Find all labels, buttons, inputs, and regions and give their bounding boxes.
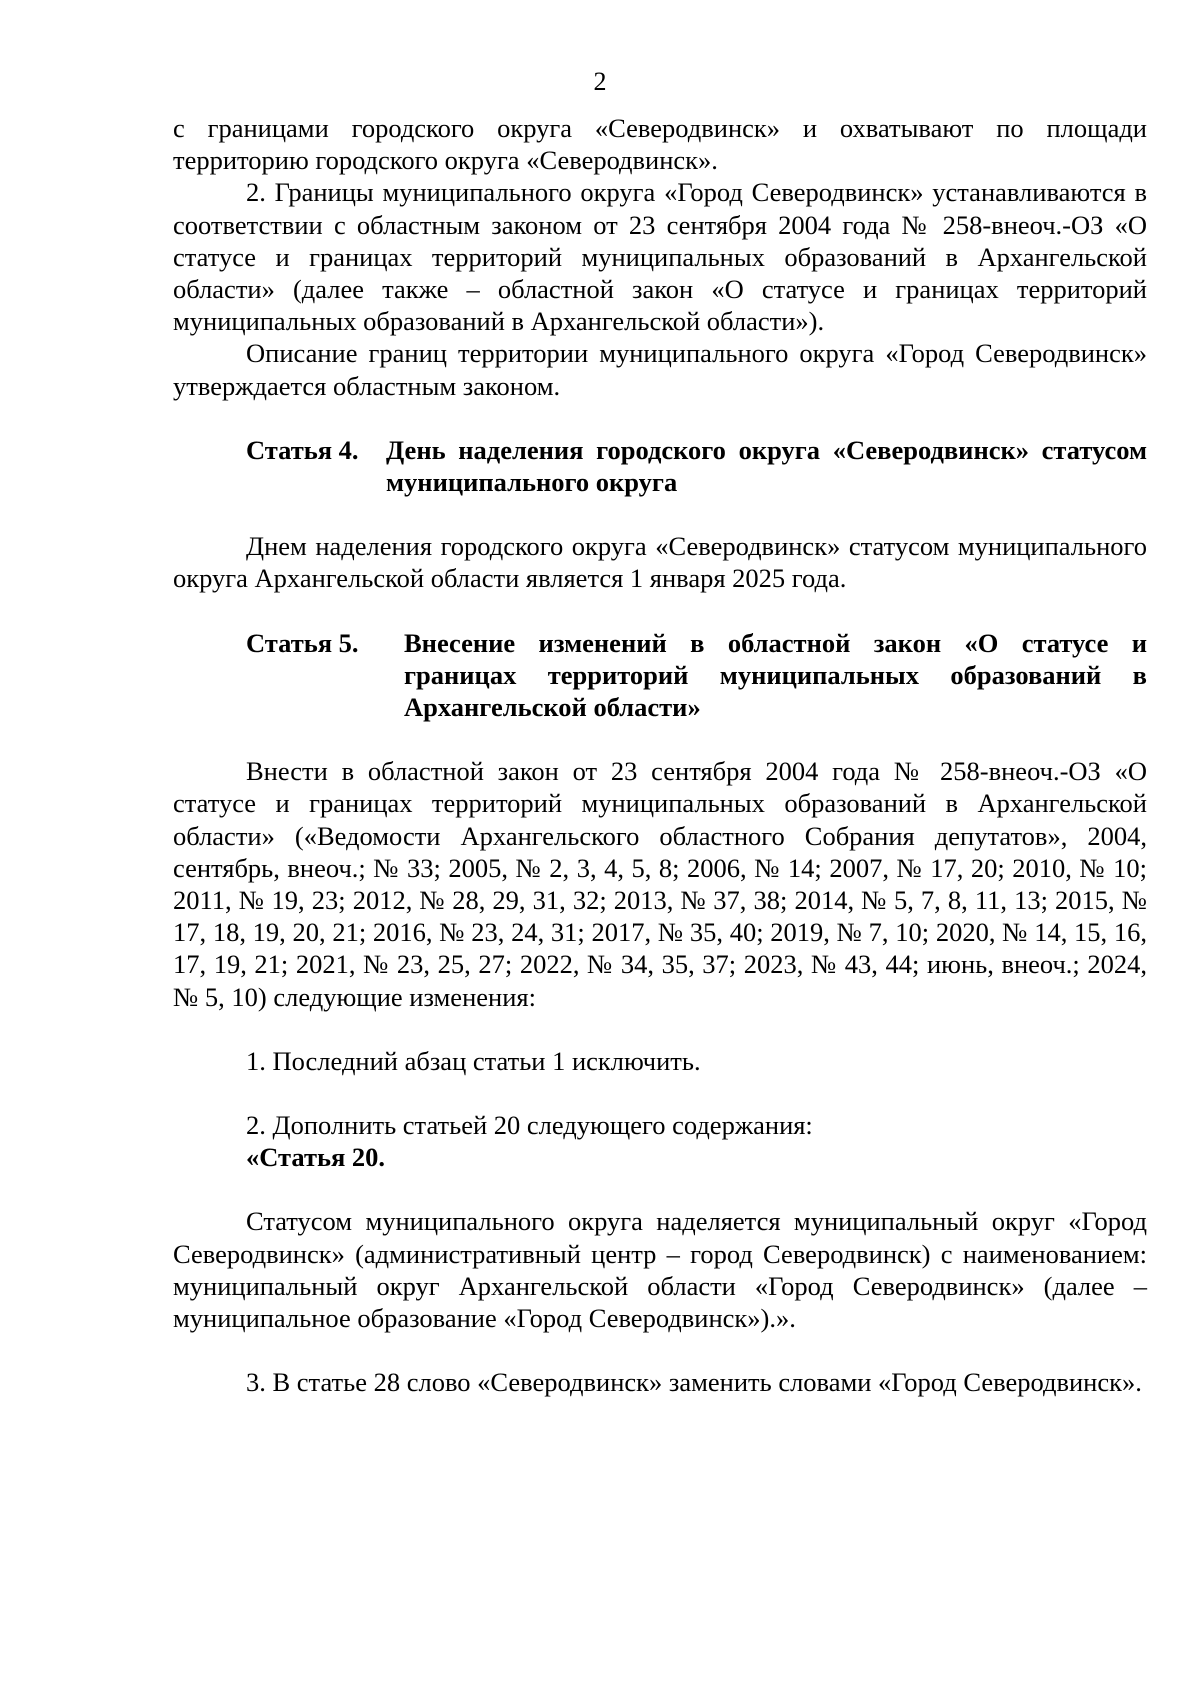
spacer xyxy=(173,595,1147,627)
spacer xyxy=(173,1013,1147,1045)
article-4-title: День наделения городского округа «Северодвинск» статусом муниципального округа xyxy=(386,434,1147,498)
spacer xyxy=(173,1334,1147,1366)
change-3: 3. В статье 28 слово «Северодвинск» заменить словами «Город Северодвинск». xyxy=(246,1367,1142,1398)
spacer xyxy=(173,498,1147,530)
spacer xyxy=(173,1077,1147,1109)
article-5-body: Внести в областной закон от 23 сентября 2004 года № 258-внеоч.-ОЗ «О статусе и границах территорий муниципальных образований в Архангельской области» («Ведомости Архангельского областного Собрания депутатов», 2004, сентябрь, внеоч.; № 33; 2005, № 2, 3, 4, 5, 8; 2006, № 14; 2007, № 17, 20; 2010, № 10; 2011, № 19, 23; 2012, № 28, 29, 31, 32; 2013, № 37, 38; 2014, № 5, 7, 8, 11, 13; 2015, № 17, 18, 19, 20, 21; 2016, № 23, 24, 31; 2017, № 35, 40; 2019, № 7, 10; 2020, № 14, 15, 16, 17, 19, 21; 2021, № 23, 25, 27; 2022, № 34, 35, 37; 2023, № 43, 44; июнь, внеоч.; 2024, № 5, 10) следующие изменения: xyxy=(173,756,1147,1012)
article-4-label: Статья 4. xyxy=(246,434,359,465)
article-4-heading xyxy=(173,434,1147,498)
spacer xyxy=(173,1173,1147,1205)
new-article-20-body: Статусом муниципального округа наделяется муниципальный округ «Город Северодвинск» (административный центр – город Северодвинск) с наименованием: муниципальный округ Архангельской области «Город Северодвинск» (далее – муниципальное образование «Город Северодвинск»).». xyxy=(173,1206,1147,1334)
paragraph-item-2: 2. Границы муниципального округа «Город Северодвинск» устанавливаются в соответствии с областным законом от 23 сентября 2004 года № 258-внеоч.-ОЗ «О статусе и границах территорий муниципальных образований в Архангельской области» (далее также – областной закон «О статусе и границах территорий муниципальных образований в Архангельской области»). xyxy=(173,177,1147,337)
article-5-title: Внесение изменений в областной закон «О статусе и границах территорий муниципальных образований в Архангельской области» xyxy=(404,627,1147,723)
article-5-heading xyxy=(173,627,1147,724)
paragraph-boundaries-description: Описание границ территории муниципального округа «Город Северодвинск» утверждается областным законом. xyxy=(173,338,1147,401)
change-1: 1. Последний абзац статьи 1 исключить. xyxy=(246,1045,701,1076)
page-number: 2 xyxy=(593,67,607,96)
new-article-20-label: «Статья 20. xyxy=(246,1142,386,1173)
document-body xyxy=(173,112,1147,1399)
spacer xyxy=(173,723,1147,755)
paragraph-continuation: с границами городского округа «Северодвинск» и охватывают по площади территорию городского округа «Северодвинск». xyxy=(173,113,1147,176)
spacer xyxy=(173,402,1147,434)
article-4-body: Днем наделения городского округа «Северодвинск» статусом муниципального округа Архангельской области является 1 января 2025 года. xyxy=(173,531,1147,594)
article-5-label: Статья 5. xyxy=(246,627,359,658)
change-2: 2. Дополнить статьей 20 следующего содержания: xyxy=(246,1110,813,1141)
